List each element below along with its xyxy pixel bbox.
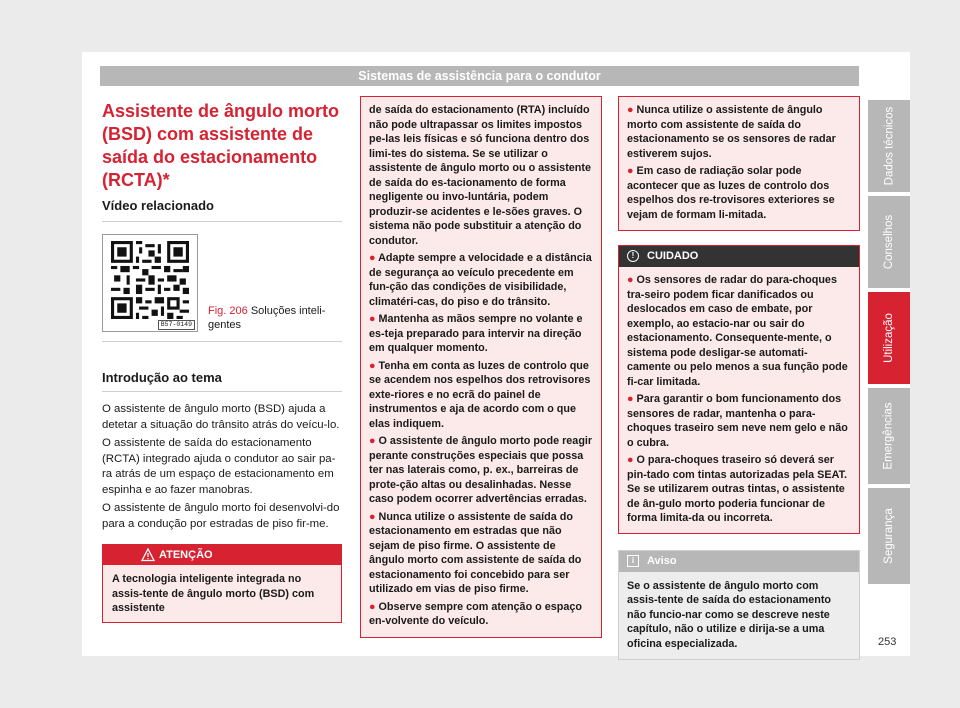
caution-header	[619, 246, 859, 267]
tab-label: Segurança	[883, 508, 895, 564]
bullet-item	[627, 164, 851, 222]
bullet-dot-icon: ●	[627, 165, 637, 177]
bullet-dot-icon: ●	[627, 104, 637, 116]
bullet-text: O assistente de ângulo morto pode reagir perante construções especiais que possa ter nas laterais como, p. ex., barreiras de prote-ção altas ou desalinhadas. Nesse caso podem ocorrer advertências erradas.	[369, 435, 593, 505]
tab-label: Utilização	[883, 313, 896, 363]
note-box	[618, 550, 860, 661]
intro-heading: Introdução ao tema	[102, 370, 342, 393]
bullet-item	[627, 273, 851, 389]
bullet-item	[369, 434, 593, 507]
note-text: Se o assistente de ângulo morto com assis-tente de saída do estacionamento não funcio-nar como se descreve neste capítulo, não o utilize e dirija-se a uma oficina especializada.	[619, 572, 859, 660]
bullet-text: O para-choques traseiro só deverá ser pin-tado com tintas autorizadas pela SEAT. Se se utilizarem outras tintas, o assistente de ân-gulo morto poderia funcionar de forma limita-da ou incorreta.	[627, 454, 847, 524]
bullet-dot-icon: ●	[627, 274, 637, 286]
intro-paragraph: O assistente de ângulo morto (BSD) ajuda a detetar a situação do trânsito atrás do veícu-lo.	[102, 403, 340, 431]
bullet-item	[369, 600, 593, 629]
note-header	[619, 551, 859, 572]
warning-continued-box	[618, 96, 860, 231]
tab-label: Emergências	[883, 402, 895, 470]
bullet-text: Em caso de radiação solar pode acontecer que as luzes de controlo dos espelhos dos re-trovisores exteriores se vejam de formam li-mitada.	[627, 165, 835, 221]
warning-header	[103, 545, 341, 565]
bullet-dot-icon: ●	[627, 393, 637, 405]
bullet-dot-icon: ●	[369, 435, 379, 447]
column-middle	[360, 96, 602, 638]
warning-text: A tecnologia inteligente integrada no assis-tente de ângulo morto (BSD) com assistente	[103, 565, 341, 622]
bullet-text: Mantenha as mãos sempre no volante e es-teja preparado para intervir na direção em qualquer momento.	[369, 313, 583, 354]
bullet-text: Nunca utilize o assistente de saída do estacionamento em estradas que não sejam de piso firme. O assistente de ângulo morto com assistente de saída do estacionamento foi concebido para ser utilizado em vias de piso firme.	[369, 510, 582, 595]
bullet-item	[369, 359, 593, 432]
bullet-dot-icon: ●	[369, 252, 379, 264]
qr-graphic	[111, 241, 189, 319]
figure-206	[102, 234, 342, 342]
warning-continued-box	[360, 96, 602, 638]
page-number: 253	[878, 636, 897, 648]
caution-label: CUIDADO	[647, 250, 699, 262]
bullet-item	[369, 251, 593, 309]
bullet-item	[627, 453, 851, 526]
bullet-text: Observe sempre com atenção o espaço en-volvente do veículo.	[369, 600, 582, 627]
warning-continuation: de saída do estacionamento (RTA) incluído não pode ultrapassar os limites impostos pe-las leis físicas e só funciona dentro dos limi-tes do sistema. Se se utilizar o assistente de ângulo morto ou o assistente de saída do es-tacionamento de forma negligente ou invo-luntária, podem produzir-se acidentes e le-sões graves. O sistema não pode substituir a atenção do condutor.	[369, 104, 591, 247]
info-icon: i	[627, 555, 639, 567]
intro-paragraph: O assistente de ângulo morto foi desenvolvi-do para a condução por estradas de piso fir-me.	[102, 502, 340, 530]
caution-body	[619, 267, 859, 533]
warning-box	[102, 544, 342, 623]
bullet-dot-icon: ●	[369, 600, 379, 613]
bullet-dot-icon: ●	[369, 510, 379, 523]
bullet-text: Para garantir o bom funcionamento dos sensores de radar, mantenha o para-choques traseiro sem neve nem gelo e não o cubra.	[627, 393, 848, 449]
bullet-item	[627, 392, 851, 450]
intro-paragraph: O assistente de saída do estacionamento (RCTA) integrado ajuda o condutor ao sair pa-ra atrás de um espaço de estacionamento em espinha e ao fazer manobras.	[102, 437, 336, 496]
figure-caption	[208, 304, 332, 332]
note-label: Aviso	[647, 554, 677, 567]
tab-utilizacao[interactable]	[868, 292, 910, 384]
tab-label: Conselhos	[883, 214, 895, 270]
related-video-heading: Vídeo relacionado	[102, 198, 342, 222]
tab-conselhos[interactable]	[868, 196, 910, 288]
bullet-text: Os sensores de radar do para-choques tra-seiro podem ficar danificados ou deslocados em caso de embate, por exemplo, ao estacio-nar ou sair do estacionamento. Consequente-mente, o sistema pode desligar-se automati-camente ou pelo menos a sua função pode fi-car limitada.	[627, 274, 848, 388]
bullet-item	[369, 312, 593, 356]
bullet-text: Nunca utilize o assistente de ângulo morto com assistente de saída do estacionamento se os sensores de radar estiverem sujos.	[627, 104, 836, 160]
bullet-item	[369, 510, 593, 597]
warning-triangle-icon	[141, 548, 155, 562]
caution-box	[618, 245, 860, 534]
figure-caption-text: Soluções inteli-gentes	[208, 304, 326, 331]
tab-seguranca[interactable]	[868, 488, 910, 584]
bullet-dot-icon: ●	[627, 454, 637, 466]
bullet-dot-icon: ●	[369, 359, 379, 372]
column-right	[618, 96, 860, 660]
column-left	[102, 100, 342, 623]
bullet-dot-icon: ●	[369, 313, 379, 325]
bullet-text: Adapte sempre a velocidade e a distância de segurança ao veículo precedente em fun-ção das condições de visibilidade, climatéri-cas, do piso e do trânsito.	[369, 252, 592, 308]
tab-emergencias[interactable]	[868, 388, 910, 484]
qr-code-icon[interactable]	[102, 234, 198, 332]
bullet-text: Tenha em conta as luzes de controlo que se acendem nos espelhos dos retrovisores exte-riores e no ecrã do painel de instrumentos e aja de acordo com o que elas indiquem.	[369, 359, 591, 430]
caution-circle-icon: !	[627, 250, 639, 262]
warning-label: ATENÇÃO	[159, 549, 213, 561]
section-title: Assistente de ângulo morto (BSD) com assistente de saída do estacionamento (RCTA)*	[102, 101, 340, 190]
figure-code: B57-0149	[158, 320, 195, 330]
figure-number: Fig. 206	[208, 304, 248, 317]
tab-label: Dados técnicos	[883, 106, 895, 186]
bullet-item	[627, 103, 851, 161]
chapter-header: Sistemas de assistência para o condutor	[100, 66, 859, 86]
tab-dados-tecnicos[interactable]	[868, 100, 910, 192]
